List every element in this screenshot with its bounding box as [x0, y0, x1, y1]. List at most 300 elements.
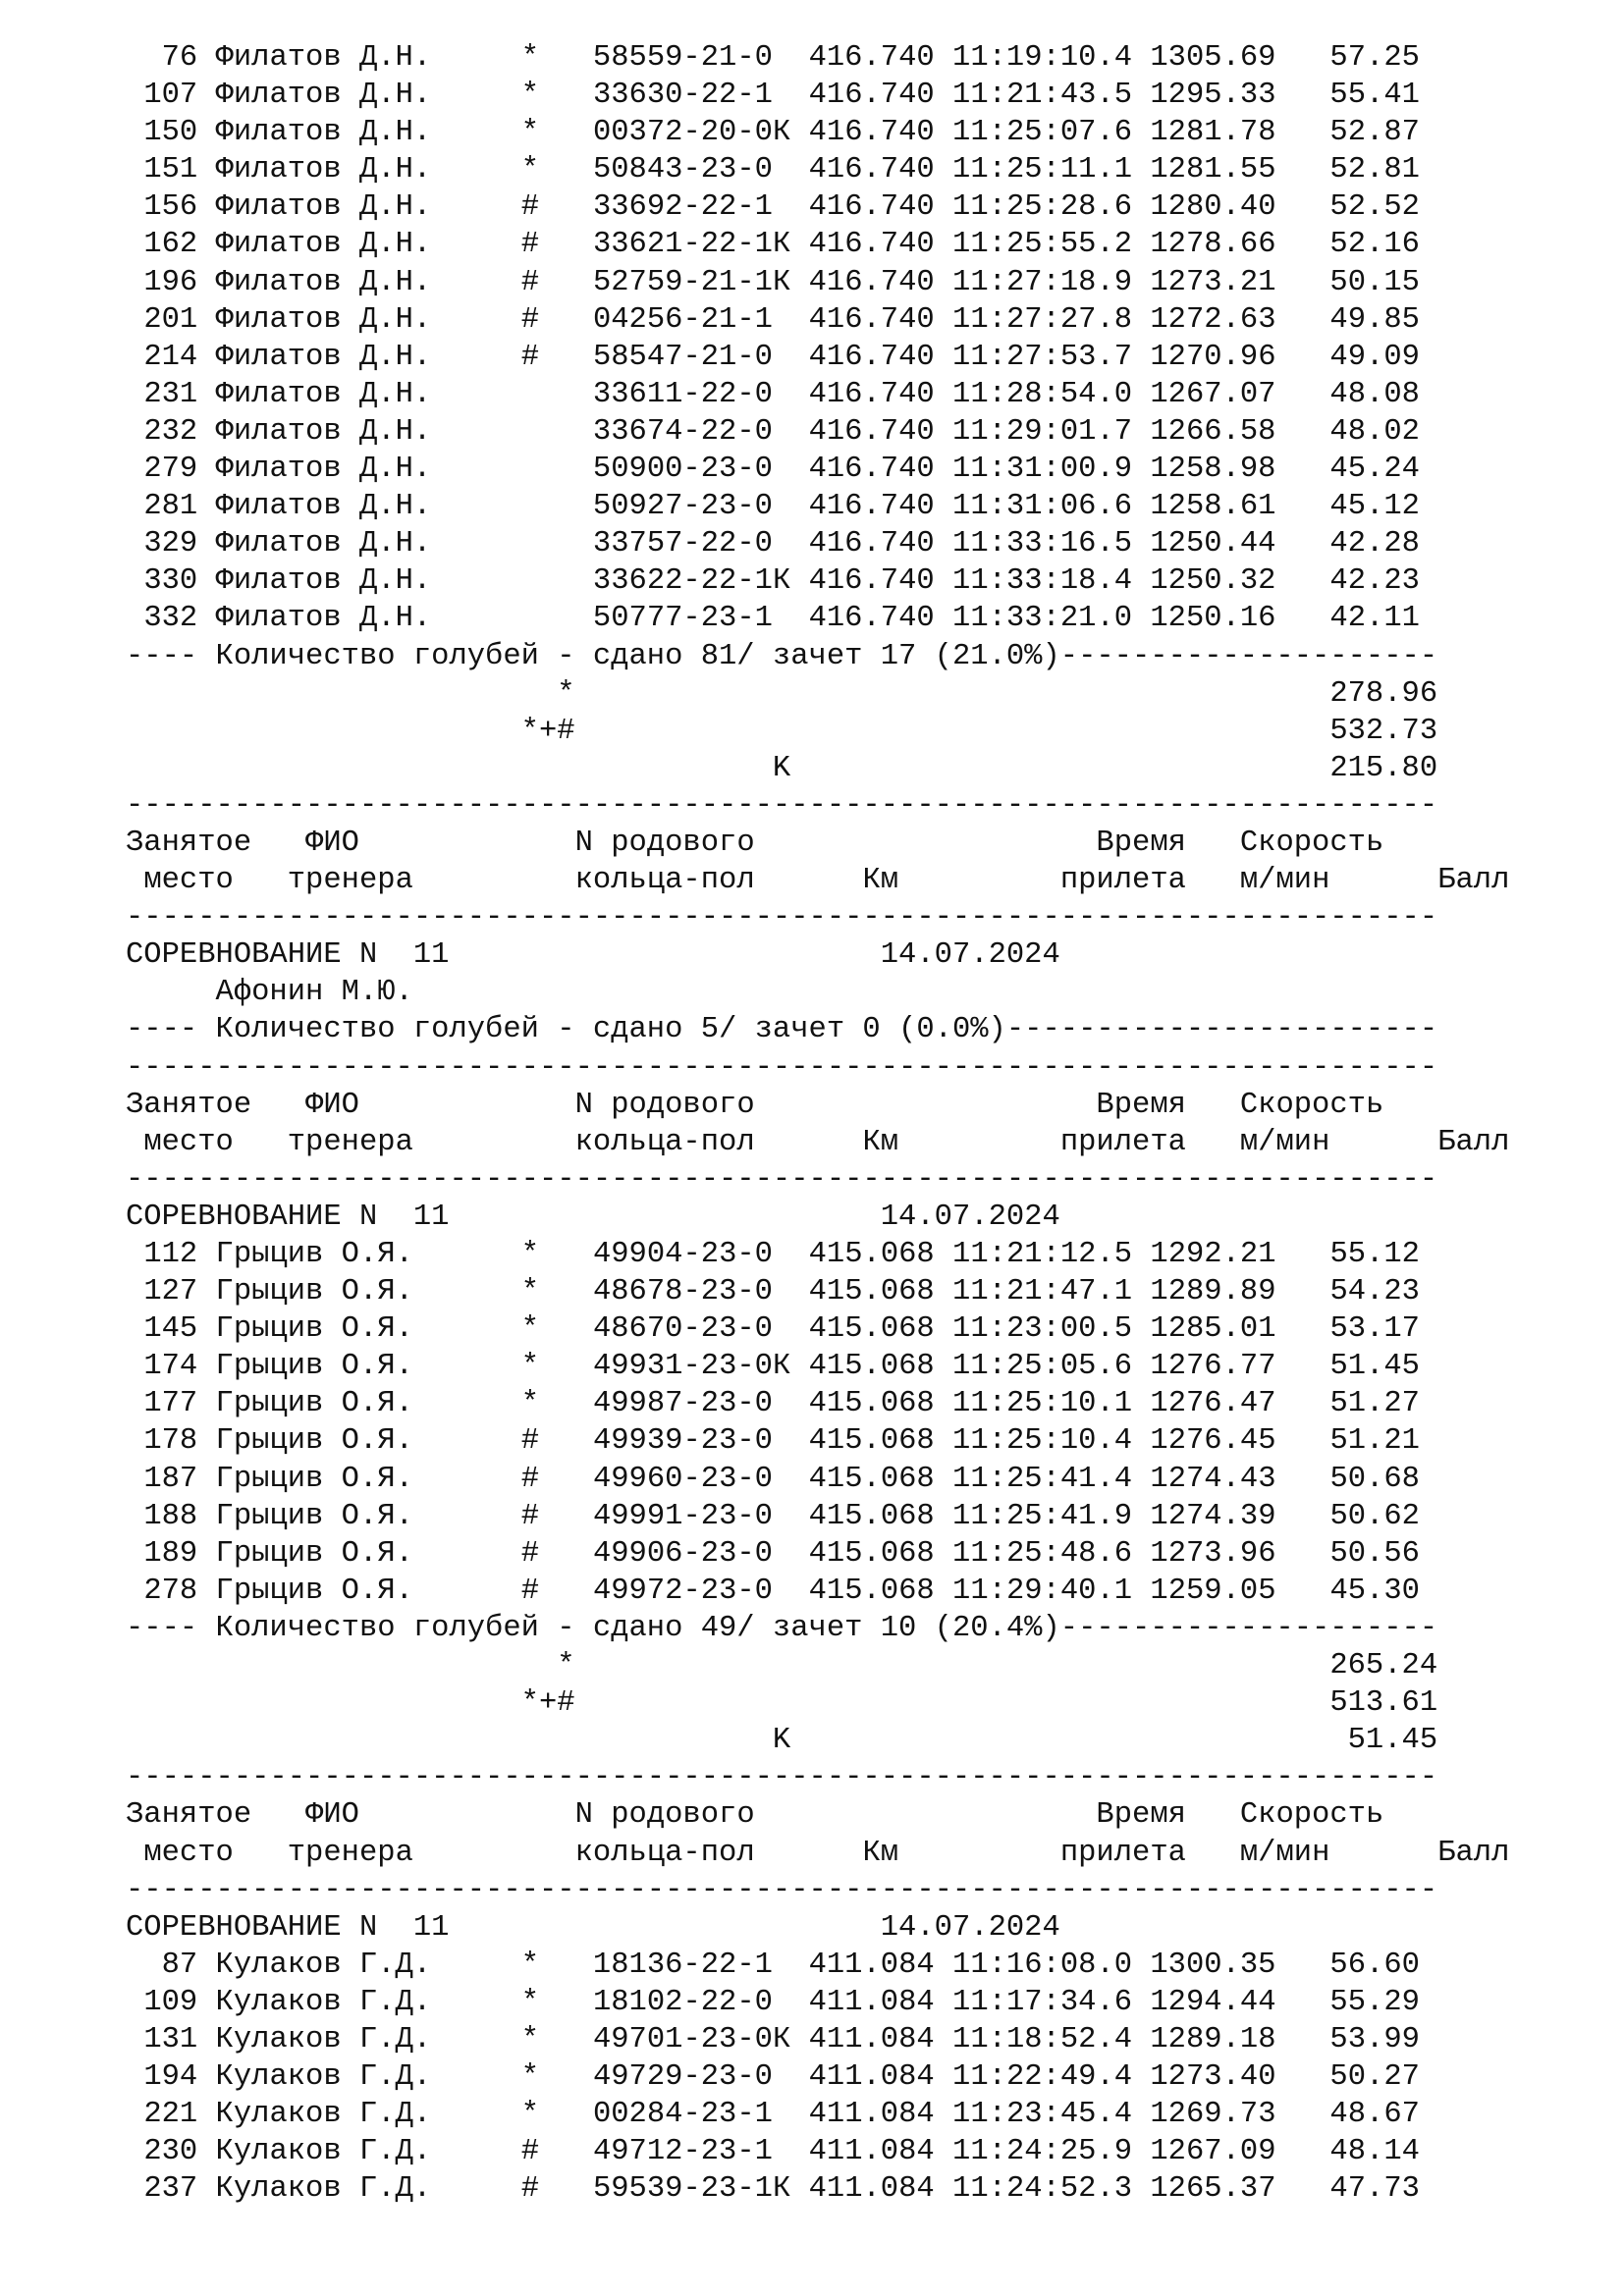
col-time-bottom: прилета	[1059, 1125, 1186, 1159]
distance-km: 416.740	[808, 490, 935, 524]
mark: *	[520, 116, 540, 150]
result-row	[126, 264, 1509, 301]
result-row	[126, 2170, 1509, 2208]
trainer-name: Кулаков Г.Д.	[215, 2098, 432, 2132]
col-km: Км	[862, 864, 899, 898]
points: 52.16	[1329, 228, 1420, 262]
distance-km: 415.068	[808, 1238, 935, 1271]
ring-number: 33674-22-0	[592, 414, 773, 449]
distance-km: 415.068	[808, 1424, 935, 1459]
place: 330	[143, 564, 198, 599]
result-row	[126, 2096, 1509, 2133]
points: 51.21	[1329, 1424, 1420, 1459]
place: 189	[143, 1536, 198, 1571]
points: 48.67	[1329, 2098, 1420, 2132]
speed: 1281.78	[1150, 116, 1276, 150]
total-star-value: 278.96	[1329, 676, 1438, 711]
result-row	[126, 562, 1509, 600]
distance-km: 416.740	[808, 564, 935, 599]
pigeon-count-summary: Количество голубей - сдано 49/ зачет 10 (20.4%)	[215, 1611, 1060, 1645]
distance-km: 416.740	[808, 116, 935, 150]
place: 237	[143, 2172, 198, 2207]
summary-line: ---- Количество голубей - сдано 5/ зачет 0 (0.0%)------------------------	[126, 1013, 1438, 1047]
points: 50.15	[1329, 265, 1420, 299]
distance-km: 416.740	[808, 340, 935, 374]
result-row	[126, 525, 1509, 562]
mark: *	[520, 2060, 540, 2095]
trainer-name: Филатов Д.Н.	[215, 228, 432, 262]
column-header-top	[126, 1087, 1509, 1124]
speed: 1272.63	[1150, 302, 1276, 337]
trainer-name: Филатов Д.Н.	[215, 41, 432, 75]
place: 151	[143, 153, 198, 187]
col-points: Балл	[1437, 1125, 1510, 1159]
competition-title	[126, 936, 1509, 974]
points: 54.23	[1329, 1275, 1420, 1309]
mark: #	[520, 302, 540, 337]
distance-km: 415.068	[808, 1350, 935, 1384]
ring-number: 33622-22-1К	[592, 564, 791, 599]
result-row	[126, 1984, 1509, 2021]
arrival-time: 11:24:25.9	[952, 2135, 1133, 2169]
ring-number: 18102-22-0	[592, 1985, 773, 2019]
result-row	[126, 226, 1509, 263]
arrival-time: 11:21:47.1	[952, 1275, 1133, 1309]
column-header-top	[126, 1796, 1509, 1834]
place: 329	[143, 527, 198, 561]
result-row	[126, 376, 1509, 413]
speed: 1274.43	[1150, 1462, 1276, 1496]
arrival-time: 11:25:10.1	[952, 1387, 1133, 1421]
mark: *	[520, 79, 540, 113]
ring-number: 48670-23-0	[592, 1312, 773, 1347]
points: 42.23	[1329, 564, 1420, 599]
result-row	[126, 1535, 1509, 1573]
mark: *	[520, 1948, 539, 1982]
mark: #	[520, 190, 540, 225]
arrival-time: 11:25:28.6	[952, 190, 1133, 225]
trainer-name: Филатов Д.Н.	[215, 377, 432, 411]
col-place-top: Занятое	[126, 1088, 252, 1122]
result-row	[126, 600, 1509, 637]
trainer-name: Филатов Д.Н.	[215, 190, 432, 225]
distance-km: 411.084	[808, 2172, 935, 2207]
ring-number: 59539-23-1К	[592, 2172, 791, 2207]
col-ring-top: N родового	[574, 1088, 755, 1122]
col-place-bottom: место	[143, 864, 234, 898]
ring-number: 33692-22-1	[592, 190, 773, 225]
place: 332	[143, 602, 198, 636]
ring-number: 49931-23-0К	[592, 1350, 791, 1384]
trainer-name: Филатов Д.Н.	[215, 116, 432, 150]
total-star-plus-hash: *+# 513.61	[126, 1686, 1438, 1721]
mark: #	[520, 1499, 540, 1533]
col-ring-top: N родового	[574, 826, 755, 860]
place: 281	[143, 490, 198, 524]
speed: 1295.33	[1150, 79, 1276, 113]
trainer-name: Филатов Д.Н.	[215, 79, 432, 113]
arrival-time: 11:25:55.2	[952, 228, 1133, 262]
mark: #	[520, 1424, 540, 1459]
total-star-plus-hash: *+# 532.73	[126, 714, 1438, 748]
trainer-name: Афонин М.Ю.	[215, 976, 413, 1010]
points: 47.73	[1329, 2172, 1420, 2207]
place: 187	[143, 1462, 198, 1496]
speed: 1269.73	[1150, 2098, 1276, 2132]
result-row	[126, 339, 1509, 376]
arrival-time: 11:31:06.6	[952, 490, 1133, 524]
divider: -------------------------------------------------------------------------	[126, 1873, 1438, 1907]
arrival-time: 11:33:21.0	[952, 602, 1133, 636]
speed: 1285.01	[1150, 1312, 1276, 1347]
points: 48.08	[1329, 377, 1420, 411]
ring-number: 00284-23-1	[592, 2098, 773, 2132]
arrival-time: 11:29:01.7	[952, 414, 1133, 449]
points: 52.81	[1329, 153, 1420, 187]
total-star-plus-hash-value: 532.73	[1329, 714, 1438, 748]
arrival-time: 11:25:11.1	[952, 153, 1133, 187]
points: 48.14	[1329, 2135, 1420, 2169]
speed: 1280.40	[1150, 190, 1276, 225]
mark: #	[520, 228, 540, 262]
ring-number: 49972-23-0	[592, 1574, 773, 1608]
points: 48.02	[1329, 414, 1420, 449]
speed: 1250.16	[1150, 602, 1276, 636]
col-speed-top: Скорость	[1239, 1088, 1384, 1122]
summary-line: ---- Количество голубей - сдано 49/ зачет 10 (20.4%)---------------------	[126, 1611, 1438, 1645]
divider: -------------------------------------------------------------------------	[126, 901, 1438, 935]
divider: -------------------------------------------------------------------------	[126, 1761, 1438, 1795]
col-ring-bottom: кольца-пол	[574, 1836, 755, 1870]
points: 42.11	[1329, 602, 1420, 636]
result-row	[126, 451, 1509, 488]
trainer-name: Кулаков Г.Д.	[215, 2022, 432, 2056]
trainer-name: Филатов Д.Н.	[215, 414, 432, 449]
ring-number: 49991-23-0	[592, 1499, 773, 1533]
place: 76	[161, 41, 198, 75]
mark: *	[520, 1985, 540, 2019]
trainer-name: Грыцив О.Я.	[215, 1499, 413, 1533]
pigeon-count-summary: Количество голубей - сдано 81/ зачет 17 (21.0%)	[215, 639, 1060, 673]
competition-number: СОРЕВНОВАНИЕ N 11	[126, 1910, 450, 1945]
result-row	[126, 1461, 1509, 1498]
column-header-bottom	[126, 1835, 1509, 1872]
result-row	[126, 2021, 1509, 2058]
mark: #	[520, 2172, 540, 2207]
ring-number: 49712-23-1	[592, 2135, 773, 2169]
arrival-time: 11:25:07.6	[952, 116, 1133, 150]
speed: 1300.35	[1150, 1948, 1276, 1982]
trainer-name: Филатов Д.Н.	[215, 340, 432, 374]
mark: *	[520, 2098, 540, 2132]
distance-km: 411.084	[808, 2060, 935, 2095]
speed: 1258.61	[1150, 490, 1276, 524]
result-row	[126, 1947, 1509, 1984]
place: 156	[143, 190, 198, 225]
place: 112	[143, 1238, 198, 1271]
points: 51.27	[1329, 1387, 1420, 1421]
points: 56.60	[1329, 1948, 1420, 1982]
mark: *	[520, 1350, 540, 1384]
ring-number: 49729-23-0	[592, 2060, 773, 2095]
competition-title	[126, 1199, 1509, 1236]
points: 57.25	[1329, 41, 1420, 75]
distance-km: 411.084	[808, 2098, 935, 2132]
trainer-name: Грыцив О.Я.	[215, 1238, 413, 1271]
results-report	[126, 39, 1509, 2208]
total-k-value: 215.80	[1329, 751, 1438, 785]
points: 49.09	[1329, 340, 1420, 374]
speed: 1276.45	[1150, 1424, 1276, 1459]
arrival-time: 11:17:34.6	[952, 1985, 1133, 2019]
speed: 1281.55	[1150, 153, 1276, 187]
total-k: K 215.80	[126, 751, 1438, 785]
trainer-name: Грыцив О.Я.	[215, 1350, 413, 1384]
place: 196	[143, 265, 198, 299]
col-ring-bottom: кольца-пол	[574, 1125, 755, 1159]
trainer-name: Грыцив О.Я.	[215, 1387, 413, 1421]
col-place-bottom: место	[143, 1836, 234, 1870]
trainer-name: Филатов Д.Н.	[215, 602, 432, 636]
column-header-bottom	[126, 1124, 1509, 1161]
trainer-name: Филатов Д.Н.	[215, 490, 432, 524]
ring-number: 18136-22-1	[592, 1948, 773, 1982]
result-row	[126, 188, 1509, 226]
result-row	[126, 39, 1509, 77]
speed: 1267.09	[1150, 2135, 1276, 2169]
total-k-value: 51.45	[1347, 1724, 1438, 1758]
place: 188	[143, 1499, 198, 1533]
speed: 1273.21	[1150, 265, 1276, 299]
ring-number: 49939-23-0	[592, 1424, 773, 1459]
arrival-time: 11:24:52.3	[952, 2172, 1133, 2207]
distance-km: 416.740	[808, 41, 935, 75]
place: 177	[143, 1387, 198, 1421]
trainer-name: Грыцив О.Я.	[215, 1574, 413, 1608]
points: 53.99	[1329, 2022, 1420, 2056]
arrival-time: 11:33:16.5	[952, 527, 1133, 561]
distance-km: 411.084	[808, 1948, 935, 1982]
distance-km: 411.084	[808, 1985, 935, 2019]
arrival-time: 11:27:18.9	[952, 265, 1133, 299]
total-star: * 278.96	[126, 676, 1438, 711]
ring-number: 50900-23-0	[592, 453, 773, 487]
distance-km: 416.740	[808, 153, 935, 187]
result-row	[126, 301, 1509, 339]
points: 45.24	[1329, 453, 1420, 487]
points: 50.62	[1329, 1499, 1420, 1533]
ring-number: 52759-21-1К	[592, 265, 791, 299]
points: 51.45	[1329, 1350, 1420, 1384]
col-points: Балл	[1437, 864, 1510, 898]
col-name-bottom: тренера	[287, 864, 413, 898]
arrival-time: 11:22:49.4	[952, 2060, 1133, 2095]
trainer-name: Кулаков Г.Д.	[215, 2060, 432, 2095]
col-speed-bottom: м/мин	[1239, 864, 1330, 898]
place: 131	[143, 2022, 198, 2056]
mark: #	[520, 265, 540, 299]
trainer-name: Кулаков Г.Д.	[215, 1985, 432, 2019]
arrival-time: 11:23:00.5	[952, 1312, 1133, 1347]
points: 50.56	[1329, 1536, 1420, 1571]
points: 50.68	[1329, 1462, 1420, 1496]
distance-km: 415.068	[808, 1574, 935, 1608]
arrival-time: 11:16:08.0	[952, 1948, 1133, 1982]
result-row	[126, 114, 1509, 151]
trainer-line	[126, 974, 1509, 1011]
speed: 1292.21	[1150, 1238, 1276, 1271]
points: 53.17	[1329, 1312, 1420, 1347]
competition-date: 14.07.2024	[880, 938, 1060, 973]
arrival-time: 11:27:27.8	[952, 302, 1133, 337]
speed: 1258.98	[1150, 453, 1276, 487]
distance-km: 416.740	[808, 265, 935, 299]
distance-km: 416.740	[808, 79, 935, 113]
ring-number: 04256-21-1	[592, 302, 773, 337]
col-speed-top: Скорость	[1239, 826, 1384, 860]
col-place-top: Занятое	[126, 826, 252, 860]
competition-date: 14.07.2024	[880, 1910, 1060, 1945]
arrival-time: 11:29:40.1	[952, 1574, 1133, 1608]
result-row	[126, 488, 1509, 525]
arrival-time: 11:25:41.4	[952, 1462, 1133, 1496]
mark: *	[520, 1275, 540, 1309]
competition-number: СОРЕВНОВАНИЕ N 11	[126, 938, 450, 973]
distance-km: 415.068	[808, 1462, 935, 1496]
distance-km: 415.068	[808, 1387, 935, 1421]
arrival-time: 11:25:48.6	[952, 1536, 1133, 1571]
arrival-time: 11:25:05.6	[952, 1350, 1133, 1384]
col-speed-top: Скорость	[1239, 1798, 1384, 1833]
ring-number: 49960-23-0	[592, 1462, 773, 1496]
ring-number: 33630-22-1	[592, 79, 773, 113]
ring-number: 33621-22-1К	[592, 228, 791, 262]
col-ring-bottom: кольца-пол	[574, 864, 755, 898]
speed: 1274.39	[1150, 1499, 1276, 1533]
speed: 1270.96	[1150, 340, 1276, 374]
distance-km: 416.740	[808, 453, 935, 487]
arrival-time: 11:33:18.4	[952, 564, 1133, 599]
result-row	[126, 77, 1509, 114]
distance-km: 416.740	[808, 302, 935, 337]
col-km: Км	[862, 1125, 899, 1159]
points: 55.29	[1329, 1985, 1420, 2019]
summary-line: ---- Количество голубей - сдано 81/ зачет 17 (21.0%)---------------------	[126, 639, 1438, 673]
speed: 1273.96	[1150, 1536, 1276, 1571]
distance-km: 416.740	[808, 527, 935, 561]
points: 50.27	[1329, 2060, 1420, 2095]
divider: -------------------------------------------------------------------------	[126, 788, 1438, 823]
place: 109	[143, 1985, 198, 2019]
result-row	[126, 413, 1509, 451]
points: 52.87	[1329, 116, 1420, 150]
col-points: Балл	[1437, 1836, 1510, 1870]
place: 174	[143, 1350, 198, 1384]
total-star-value: 265.24	[1329, 1649, 1438, 1683]
trainer-name: Грыцив О.Я.	[215, 1462, 413, 1496]
points: 55.12	[1329, 1238, 1420, 1271]
column-header-bottom	[126, 862, 1509, 899]
mark: #	[520, 1462, 540, 1496]
arrival-time: 11:28:54.0	[952, 377, 1133, 411]
speed: 1305.69	[1150, 41, 1276, 75]
mark: #	[520, 1574, 540, 1608]
place: 230	[143, 2135, 198, 2169]
arrival-time: 11:19:10.4	[952, 41, 1133, 75]
result-row	[126, 1498, 1509, 1535]
col-place-top: Занятое	[126, 1798, 252, 1833]
distance-km: 416.740	[808, 377, 935, 411]
arrival-time: 11:27:53.7	[952, 340, 1133, 374]
points: 49.85	[1329, 302, 1420, 337]
place: 194	[143, 2060, 198, 2095]
distance-km: 415.068	[808, 1312, 935, 1347]
result-row	[126, 1573, 1509, 1610]
col-name-top: ФИО	[305, 1088, 359, 1122]
col-km: Км	[862, 1836, 899, 1870]
mark: *	[520, 153, 540, 187]
col-name-top: ФИО	[305, 826, 359, 860]
mark: #	[520, 340, 540, 374]
mark: *	[520, 1312, 540, 1347]
trainer-name: Грыцив О.Я.	[215, 1424, 413, 1459]
place: 232	[143, 414, 198, 449]
speed: 1273.40	[1150, 2060, 1276, 2095]
distance-km: 415.068	[808, 1536, 935, 1571]
ring-number: 33611-22-0	[592, 377, 773, 411]
place: 201	[143, 302, 198, 337]
trainer-name: Кулаков Г.Д.	[215, 2135, 432, 2169]
place: 107	[143, 79, 198, 113]
competition-date: 14.07.2024	[880, 1200, 1060, 1234]
trainer-name: Филатов Д.Н.	[215, 564, 432, 599]
ring-number: 49904-23-0	[592, 1238, 773, 1271]
place: 178	[143, 1424, 198, 1459]
col-time-top: Время	[1096, 826, 1186, 860]
speed: 1289.18	[1150, 2022, 1276, 2056]
ring-number: 49701-23-0К	[592, 2022, 791, 2056]
col-time-top: Время	[1096, 1798, 1186, 1833]
distance-km: 411.084	[808, 2022, 935, 2056]
place: 87	[161, 1948, 198, 1982]
col-ring-top: N родового	[574, 1798, 755, 1833]
result-row	[126, 1310, 1509, 1348]
col-speed-bottom: м/мин	[1239, 1836, 1330, 1870]
ring-number: 49906-23-0	[592, 1536, 773, 1571]
competition-title	[126, 1909, 1509, 1947]
speed: 1266.58	[1150, 414, 1276, 449]
divider: -------------------------------------------------------------------------	[126, 1162, 1438, 1197]
place: 162	[143, 228, 198, 262]
speed: 1278.66	[1150, 228, 1276, 262]
points: 42.28	[1329, 527, 1420, 561]
distance-km: 416.740	[808, 602, 935, 636]
mark: *	[520, 2022, 540, 2056]
speed: 1294.44	[1150, 1985, 1276, 2019]
distance-km: 416.740	[808, 190, 935, 225]
arrival-time: 11:31:00.9	[952, 453, 1133, 487]
ring-number: 50843-23-0	[592, 153, 773, 187]
trainer-name: Филатов Д.Н.	[215, 453, 432, 487]
place: 278	[143, 1574, 198, 1608]
place: 150	[143, 116, 198, 150]
trainer-name: Филатов Д.Н.	[215, 265, 432, 299]
mark: *	[520, 1387, 540, 1421]
trainer-name: Филатов Д.Н.	[215, 153, 432, 187]
ring-number: 33757-22-0	[592, 527, 773, 561]
speed: 1250.44	[1150, 527, 1276, 561]
ring-number: 58559-21-0	[592, 41, 773, 75]
